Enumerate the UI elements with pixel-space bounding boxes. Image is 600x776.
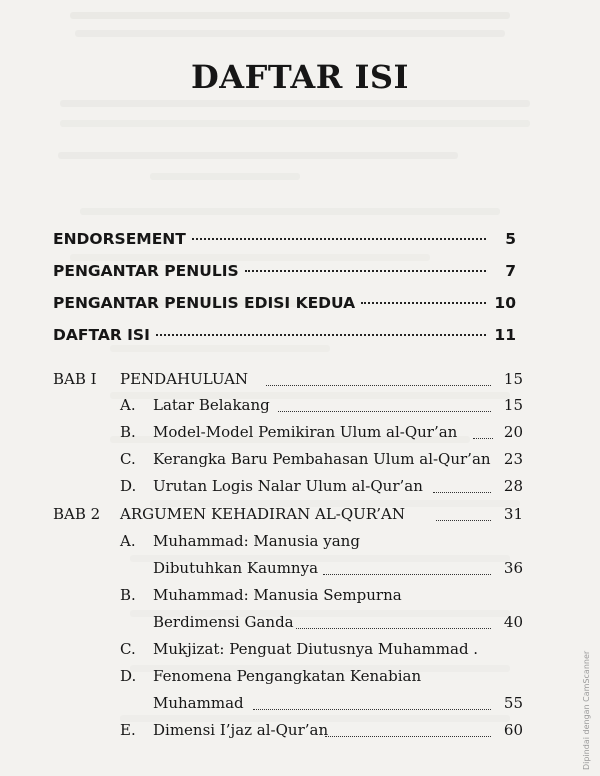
section-page: 36 [503, 559, 523, 577]
front-matter-list [53, 230, 516, 358]
section-letter: D. [120, 667, 137, 685]
section-title-line2: Muhammad [153, 694, 244, 712]
section-page: 20 [503, 423, 523, 441]
dot-leader [473, 438, 493, 439]
section-letter: C. [120, 640, 136, 658]
section-title: Latar Belakang [153, 396, 270, 414]
toc-entry [53, 262, 516, 294]
entry-label: PENGANTAR PENULIS EDISI KEDUA [53, 294, 356, 312]
entry-page: 7 [505, 262, 516, 280]
section-title: Muhammad: Manusia yang [153, 532, 360, 550]
chapter-title: ARGUMEN KEHADIRAN AL-QUR’AN [120, 505, 405, 523]
section-entry-continued [53, 559, 523, 585]
dot-leader [436, 520, 491, 521]
toc-entry [53, 326, 516, 358]
chapter-number: BAB 2 [53, 505, 101, 523]
section-page: 60 [503, 721, 523, 739]
section-letter: A. [120, 396, 136, 414]
chapter-page: 31 [503, 505, 523, 523]
chapter-page: 15 [503, 370, 523, 388]
dot-leader [156, 334, 486, 336]
entry-page: 5 [505, 230, 516, 248]
section-title: Muhammad: Manusia Sempurna [153, 586, 402, 604]
section-title: Fenomena Pengangkatan Kenabian [153, 667, 422, 685]
entry-page: 11 [494, 326, 516, 344]
section-title: Dimensi I’jaz al-Qur’an [153, 721, 329, 739]
section-letter: A. [120, 532, 136, 550]
chapter-title: PENDAHULUAN [120, 370, 249, 388]
dot-leader [192, 238, 486, 240]
chapter-heading [53, 370, 523, 396]
dot-leader [325, 736, 491, 737]
section-entry [53, 640, 523, 666]
dot-leader [253, 709, 491, 710]
toc-entry [53, 230, 516, 262]
section-entry-continued [53, 613, 523, 639]
dot-leader [296, 628, 491, 629]
section-entry [53, 396, 523, 422]
section-entry [53, 423, 523, 449]
section-entry [53, 450, 523, 476]
dot-leader [323, 574, 491, 575]
entry-label: ENDORSEMENT [53, 230, 186, 248]
chapter-number: BAB I [53, 370, 97, 388]
scanner-watermark: Dipindai dengan CamScanner [582, 650, 591, 770]
section-page: 15 [503, 396, 523, 414]
section-page: 28 [503, 477, 523, 495]
dot-leader [278, 411, 491, 412]
section-title-line2: Dibutuhkan Kaumnya [153, 559, 319, 577]
section-page: 23 [503, 450, 523, 468]
section-letter: B. [120, 423, 136, 441]
section-title: Mukjizat: Penguat Diutusnya Muhammad . [153, 640, 479, 658]
dot-leader [245, 270, 486, 272]
section-letter: C. [120, 450, 136, 468]
page-title: DAFTAR ISI [191, 58, 409, 96]
section-letter: B. [120, 586, 136, 604]
section-page: 55 [503, 694, 523, 712]
section-entry [53, 477, 523, 503]
section-entry [53, 586, 523, 612]
section-entry [53, 532, 523, 558]
section-entry [53, 721, 523, 747]
dot-leader [266, 385, 491, 386]
section-title-line2: Berdimensi Ganda [153, 613, 294, 631]
section-letter: E. [120, 721, 136, 739]
section-letter: D. [120, 477, 137, 495]
entry-label: DAFTAR ISI [53, 326, 150, 344]
entry-page: 10 [494, 294, 516, 312]
toc-entry [53, 294, 516, 326]
section-title: Urutan Logis Nalar Ulum al-Qur’an [153, 477, 423, 495]
dot-leader [433, 492, 491, 493]
dot-leader [361, 302, 486, 304]
entry-label: PENGANTAR PENULIS [53, 262, 239, 280]
section-entry [53, 667, 523, 693]
section-page: 40 [503, 613, 523, 631]
section-title: Model-Model Pemikiran Ulum al-Qur’an [153, 423, 458, 441]
section-title: Kerangka Baru Pembahasan Ulum al-Qur’an [153, 450, 491, 468]
section-entry-continued [53, 694, 523, 720]
chapter-heading [53, 505, 523, 531]
